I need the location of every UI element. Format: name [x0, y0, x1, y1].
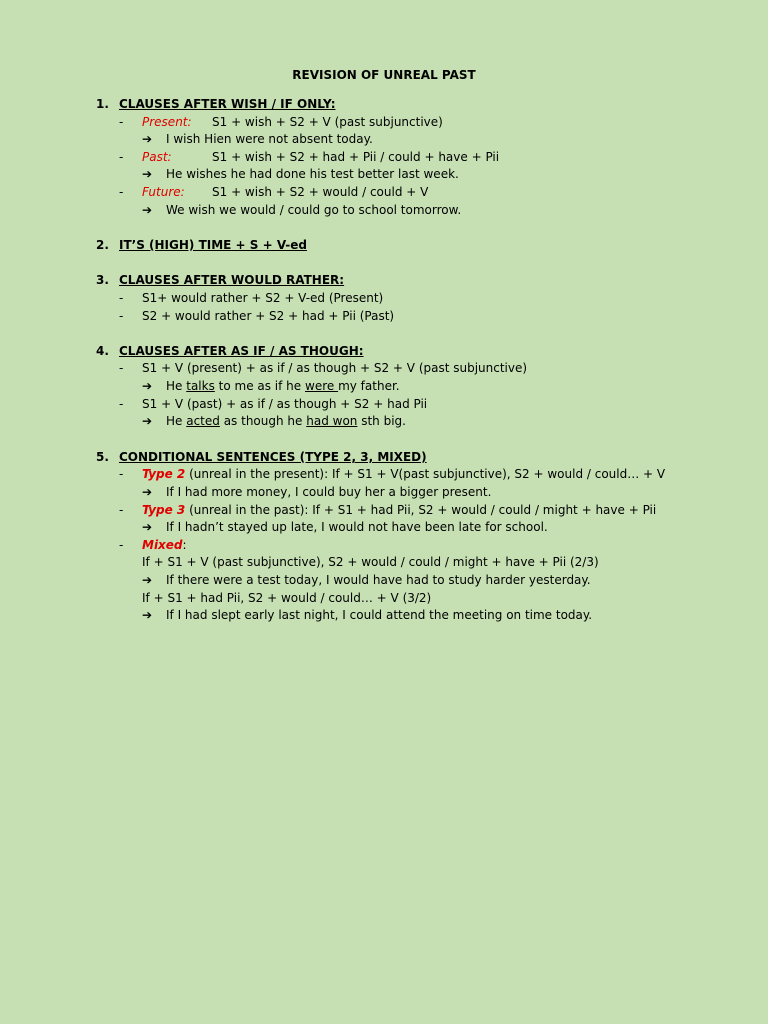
bullet-dash: - [119, 467, 124, 481]
mixed-label: Mixed [142, 538, 183, 552]
as-if-present-example: He talks to me as if he were my father. [166, 379, 400, 393]
section-heading: IT’S (HIGH) TIME + S + V-ed [119, 238, 307, 252]
future-label: Future: [142, 185, 185, 199]
as-if-past-example: He acted as though he had won sth big. [166, 414, 406, 428]
rule-text: S1 + V (present) + as if / as though + S2 + V (past subjunctive) [142, 361, 528, 375]
type-2-text: Type 2 (unreal in the present): If + S1 + V(past subjunctive), S2 + would / could… + V [142, 467, 666, 481]
rule-text: S1 + V (past) + as if / as though + S2 + had Pii [142, 397, 428, 411]
arrow-icon: ➔ [142, 573, 153, 587]
bullet-dash: - [119, 538, 124, 552]
arrow-icon: ➔ [142, 167, 153, 181]
present-example: I wish Hien were not absent today. [166, 132, 373, 146]
document-title: REVISION OF UNREAL PAST [292, 68, 476, 82]
arrow-icon: ➔ [142, 520, 153, 534]
mixed-heading: Mixed: [142, 538, 187, 552]
type-3-example: If I hadn’t stayed up late, I would not have been late for school. [166, 520, 548, 534]
bullet-dash: - [119, 397, 124, 411]
mixed-formula-2: If + S1 + had Pii, S2 + would / could… + V (3/2) [142, 591, 432, 605]
mixed-example-2: If I had slept early last night, I could attend the meeting on time today. [166, 608, 593, 622]
section-number: 3. [96, 273, 109, 287]
type-2-label: Type 2 [142, 467, 186, 481]
present-label: Present: [142, 115, 192, 129]
bullet-dash: - [119, 291, 124, 305]
section-heading: CLAUSES AFTER WOULD RATHER: [119, 273, 345, 287]
present-formula: S1 + wish + S2 + V (past subjunctive) [212, 115, 443, 129]
section-number: 4. [96, 344, 109, 358]
future-formula: S1 + wish + S2 + would / could + V [212, 185, 429, 199]
mixed-formula-1: If + S1 + V (past subjunctive), S2 + would / could / might + have + Pii (2/3) [142, 555, 599, 569]
past-label: Past: [142, 150, 172, 164]
bullet-dash: - [119, 309, 124, 323]
past-formula: S1 + wish + S2 + had + Pii / could + have + Pii [212, 150, 500, 164]
bullet-dash: - [119, 150, 124, 164]
mixed-example-1: If there were a test today, I would have had to study harder yesterday. [166, 573, 591, 587]
section-number: 5. [96, 450, 109, 464]
bullet-dash: - [119, 115, 124, 129]
section-heading: CLAUSES AFTER AS IF / AS THOUGH: [119, 344, 364, 358]
arrow-icon: ➔ [142, 608, 153, 622]
bullet-dash: - [119, 503, 124, 517]
past-example: He wishes he had done his test better last week. [166, 167, 459, 181]
future-example: We wish we would / could go to school tomorrow. [166, 203, 462, 217]
bullet-dash: - [119, 361, 124, 375]
arrow-icon: ➔ [142, 379, 153, 393]
section-heading: CLAUSES AFTER WISH / IF ONLY: [119, 97, 336, 111]
section-heading: CONDITIONAL SENTENCES (TYPE 2, 3, MIXED) [119, 450, 427, 464]
arrow-icon: ➔ [142, 414, 153, 428]
section-number: 1. [96, 97, 109, 111]
type-3-text: Type 3 (unreal in the past): If + S1 + had Pii, S2 + would / could / might + have + Pii [142, 503, 657, 517]
bullet-dash: - [119, 185, 124, 199]
arrow-icon: ➔ [142, 203, 153, 217]
rule-text: S2 + would rather + S2 + had + Pii (Past) [142, 309, 395, 323]
section-number: 2. [96, 238, 109, 252]
arrow-icon: ➔ [142, 132, 153, 146]
rule-text: S1+ would rather + S2 + V-ed (Present) [142, 291, 384, 305]
type-3-label: Type 3 [142, 503, 186, 517]
arrow-icon: ➔ [142, 485, 153, 499]
type-2-example: If I had more money, I could buy her a bigger present. [166, 485, 492, 499]
